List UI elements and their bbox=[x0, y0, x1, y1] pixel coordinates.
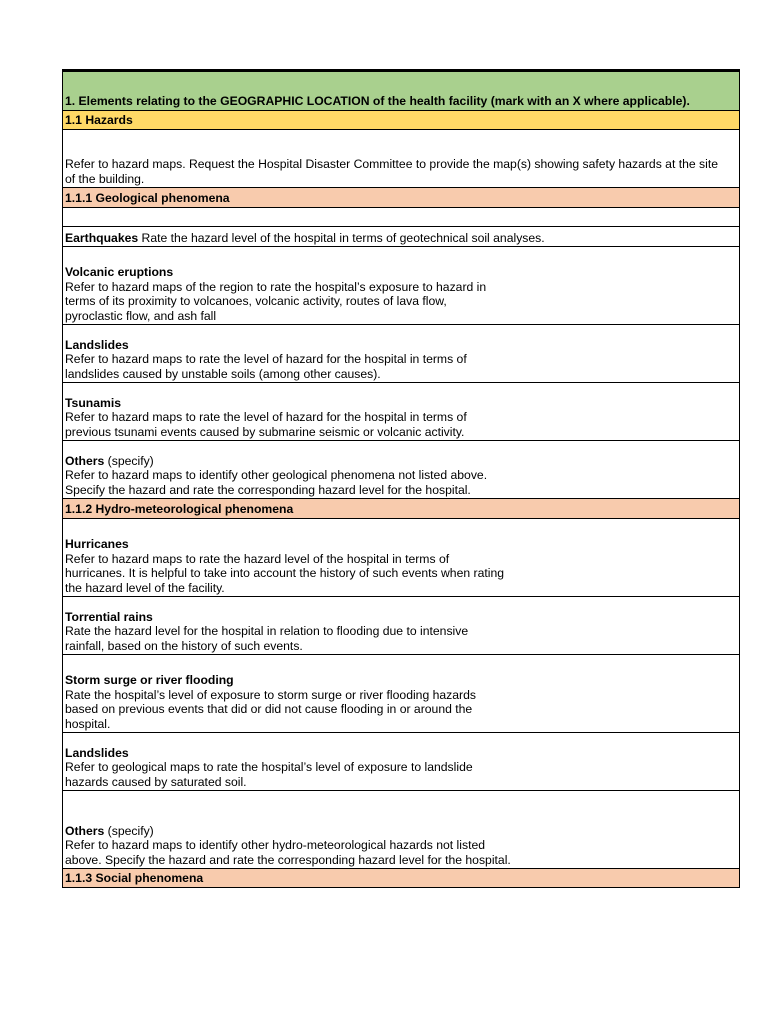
hydro-others-text bbox=[65, 824, 520, 867]
rains-desc: Rate the hazard level for the hospital in relation to flooding due to intensive rainfall, based on the history of such events. bbox=[65, 624, 469, 653]
section-title: 1. Elements relating to the GEOGRAPHIC LOCATION of the health facility (mark with an X where applicable). bbox=[65, 93, 690, 108]
geo-others-label: Others bbox=[65, 453, 105, 468]
social-header-row bbox=[63, 869, 739, 888]
landslides-hydro-text bbox=[65, 746, 505, 789]
hazards-intro-text: Refer to hazard maps. Request the Hospital Disaster Committee to provide the map(s) showing safety hazards at the site of the building. bbox=[65, 157, 719, 186]
geological-title: 1.1.1 Geological phenomena bbox=[65, 190, 230, 205]
earthquakes-text bbox=[65, 231, 725, 245]
geo-others-text bbox=[65, 454, 505, 497]
storm-label: Storm surge or river flooding bbox=[65, 673, 234, 688]
volcanic-label: Volcanic eruptions bbox=[65, 265, 174, 280]
hazards-title: 1.1 Hazards bbox=[65, 112, 133, 127]
landslides-hydro-row bbox=[63, 733, 739, 791]
tsunamis-row bbox=[63, 383, 739, 441]
hazards-intro-row bbox=[63, 130, 739, 188]
rains-text bbox=[65, 610, 505, 653]
hydro-others-suffix: (specify) bbox=[104, 823, 154, 838]
earthquakes-row bbox=[63, 227, 739, 247]
hydro-others-row bbox=[63, 791, 739, 869]
hydro-header-row bbox=[63, 499, 739, 519]
storm-text bbox=[65, 673, 505, 731]
tsunamis-text bbox=[65, 396, 505, 439]
hydro-others-label: Others bbox=[65, 823, 105, 838]
hurricanes-text bbox=[65, 537, 505, 595]
geo-others-suffix: (specify) bbox=[104, 453, 154, 468]
tsunamis-desc: Refer to hazard maps to rate the level of hazard for the hospital in terms of previous tsunami events caused by submarine seismic or volcanic activity. bbox=[65, 410, 467, 439]
hurricanes-desc: Refer to hazard maps to rate the hazard level of the hospital in terms of hurricanes. It is helpful to take into account the history of such events when rating the hazard level of the facility. bbox=[65, 551, 504, 595]
landslides-hydro-desc: Refer to geological maps to rate the hospital’s level of exposure to landslide hazards caused by saturated soil. bbox=[65, 760, 473, 789]
social-title: 1.1.3 Social phenomena bbox=[65, 870, 204, 885]
landslides-geo-row bbox=[63, 325, 739, 383]
hazards-header-row bbox=[63, 111, 739, 130]
landslides-hydro-label: Landslides bbox=[65, 745, 129, 760]
volcanic-row bbox=[63, 247, 739, 325]
earthquakes-desc: Rate the hazard level of the hospital in terms of geotechnical soil analyses. bbox=[138, 230, 545, 245]
geological-header-row bbox=[63, 188, 739, 208]
rains-label: Torrential rains bbox=[65, 609, 153, 624]
volcanic-desc: Refer to hazard maps of the region to rate the hospital’s exposure to hazard in terms of its proximity to volcanoes, volcanic activity, routes of lava flow, pyroclastic flow, and ash fall bbox=[65, 279, 487, 323]
section-title-row bbox=[63, 72, 739, 111]
landslides-geo-text bbox=[65, 338, 505, 381]
storm-desc: Rate the hospital’s level of exposure to storm surge or river flooding hazards based on previous events that did or did not cause flooding in or around the hospital. bbox=[65, 687, 476, 731]
geo-others-row bbox=[63, 441, 739, 499]
landslides-geo-desc: Refer to hazard maps to rate the level of hazard for the hospital in terms of landslides caused by unstable soils (among other causes). bbox=[65, 352, 467, 381]
volcanic-text bbox=[65, 265, 505, 323]
hazard-form-sheet bbox=[62, 69, 740, 888]
landslides-geo-label: Landslides bbox=[65, 337, 129, 352]
geo-others-desc: Refer to hazard maps to identify other geological phenomena not listed above. Specify the hazard and rate the corresponding hazard level for the hospital. bbox=[65, 468, 488, 497]
hydro-title: 1.1.2 Hydro-meteorological phenomena bbox=[65, 501, 294, 516]
hydro-others-desc: Refer to hazard maps to identify other hydro-meteorological hazards not listed above. Specify the hazard and rate the corresponding hazard level for the hospital. bbox=[65, 838, 511, 867]
tsunamis-label: Tsunamis bbox=[65, 395, 121, 410]
rains-row bbox=[63, 597, 739, 655]
hurricanes-label: Hurricanes bbox=[65, 537, 129, 552]
hurricanes-row bbox=[63, 519, 739, 597]
storm-row bbox=[63, 655, 739, 733]
earthquakes-label: Earthquakes bbox=[65, 230, 139, 245]
blank-row bbox=[63, 208, 739, 227]
